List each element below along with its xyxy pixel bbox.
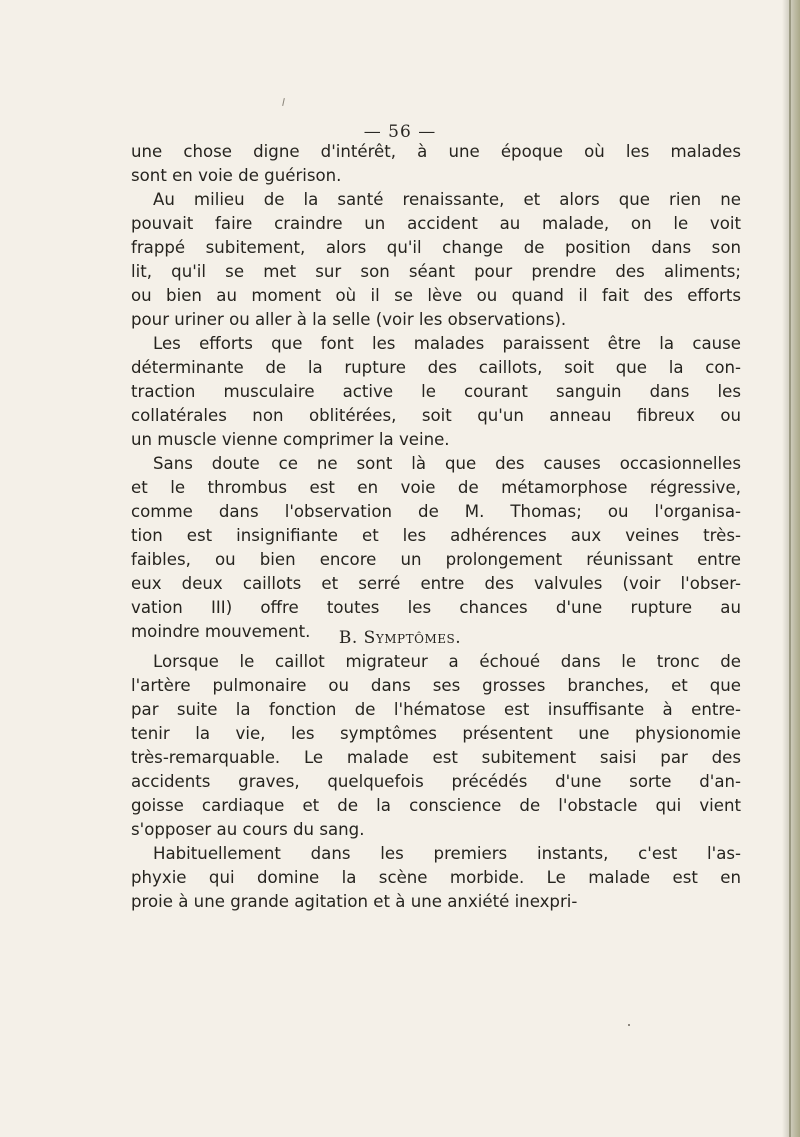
text-line: collatérales non oblitérées, soit qu'un anneau fibreux ou [131, 406, 741, 425]
page-edge-shadow [782, 0, 800, 1137]
section-heading [0, 628, 800, 648]
text-line: déterminante de la rupture des caillots, soit que la con- [131, 358, 741, 377]
text-line: moindre mouvement. [131, 622, 311, 641]
text-line: pour uriner ou aller à la selle (voir les observations). [131, 310, 567, 329]
paragraph [131, 332, 741, 452]
page-number: — 56 — [363, 122, 437, 142]
text-line: lit, qu'il se met sur son séant pour prendre des aliments; [131, 262, 741, 281]
text-line: Les efforts que font les malades paraissent être la cause [153, 334, 741, 353]
text-block-top [131, 140, 741, 644]
text-line: s'opposer au cours du sang. [131, 820, 365, 839]
paragraph [131, 842, 741, 914]
text-line: goisse cardiaque et de la conscience de l'obstacle qui vient [131, 796, 741, 815]
text-line: comme dans l'observation de M. Thomas; ou l'organisa- [131, 502, 741, 521]
paragraph [131, 650, 741, 842]
text-line: une chose digne d'intérêt, à une époque où les malades [131, 142, 741, 161]
text-block-bottom [131, 650, 741, 914]
ink-mark [282, 98, 285, 106]
paragraph [131, 188, 741, 332]
text-line: tenir la vie, les symptômes présentent une physionomie [131, 724, 741, 743]
ink-speck [628, 1024, 630, 1026]
text-line: eux deux caillots et serré entre des valvules (voir l'obser- [131, 574, 741, 593]
text-line: frappé subitement, alors qu'il change de position dans son [131, 238, 741, 257]
text-line: très-remarquable. Le malade est subitement saisi par des [131, 748, 741, 767]
text-line: traction musculaire active le courant sanguin dans les [131, 382, 741, 401]
page-edge-line [789, 0, 791, 1137]
text-line: Habituellement dans les premiers instants, c'est l'as- [153, 844, 741, 863]
text-line: et le thrombus est en voie de métamorphose régressive, [131, 478, 741, 497]
text-line: faibles, ou bien encore un prolongement réunissant entre [131, 550, 741, 569]
text-line: ou bien au moment où il se lève ou quand il fait des efforts [131, 286, 741, 305]
paragraph [131, 140, 741, 188]
text-line: sont en voie de guérison. [131, 166, 342, 185]
text-line: accidents graves, quelquefois précédés d'une sorte d'an- [131, 772, 741, 791]
text-line: pouvait faire craindre un accident au malade, on le voit [131, 214, 741, 233]
text-line: un muscle vienne comprimer la veine. [131, 430, 450, 449]
text-line: proie à une grande agitation et à une anxiété inexpri- [131, 892, 578, 911]
text-line: Sans doute ce ne sont là que des causes occasionnelles [153, 454, 741, 473]
section-heading-text: B. Symptômes. [338, 628, 462, 648]
text-line: par suite la fonction de l'hématose est insuffisante à entre- [131, 700, 741, 719]
text-line: vation III) offre toutes les chances d'une rupture au [131, 598, 741, 617]
text-line: Au milieu de la santé renaissante, et alors que rien ne [153, 190, 741, 209]
paragraph [131, 452, 741, 644]
text-line: tion est insignifiante et les adhérences aux veines très- [131, 526, 741, 545]
text-line: phyxie qui domine la scène morbide. Le malade est en [131, 868, 741, 887]
text-line: l'artère pulmonaire ou dans ses grosses branches, et que [131, 676, 741, 695]
text-line: Lorsque le caillot migrateur a échoué dans le tronc de [153, 652, 741, 671]
